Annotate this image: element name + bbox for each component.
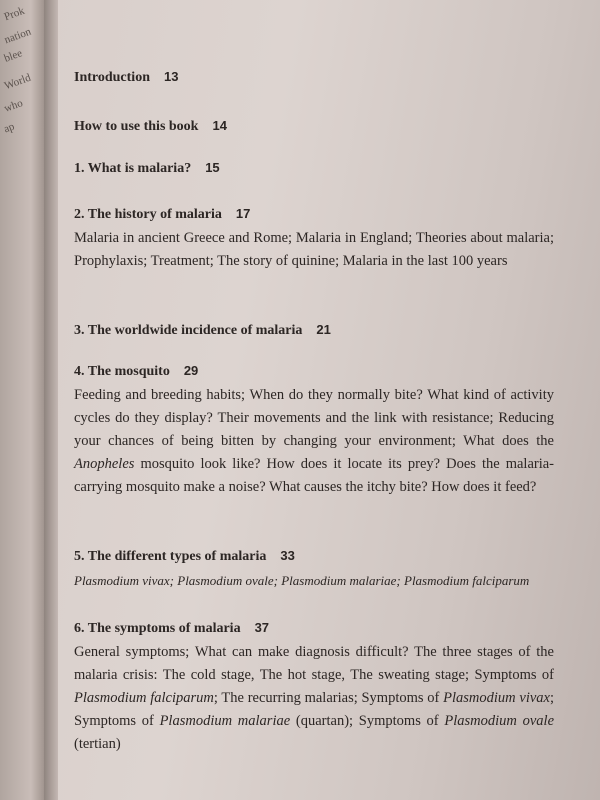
toc-title: 6. The symptoms of malaria [74,621,241,636]
toc-page-number: 33 [280,548,295,563]
desc-italic-genus: Anopheles [74,456,135,472]
toc-entry-symptoms [74,619,554,756]
desc-text: mosquito look like? How does it locate its prey? Does the malaria-carrying mosquito make a noise? What causes the itchy bite? How does it feed? [74,456,554,495]
prev-page-fragment: who [2,97,25,115]
desc-text: (quartan); Symptoms of [290,713,445,729]
toc-description [74,641,554,756]
toc-title: 1. What is malaria? [74,161,192,176]
prev-page-fragment: nation [2,25,33,47]
toc-page-number: 13 [163,69,179,84]
toc-title: 3. The worldwide incidence of malaria [74,323,303,338]
toc-page-number: 21 [316,322,331,337]
toc-title: How to use this book [74,119,199,134]
prev-page-fragment: Prok [2,4,27,24]
desc-italic-species: Plasmodium vivax [443,690,550,706]
toc-title: 4. The mosquito [74,364,170,379]
toc-entry-mosquito [74,362,554,499]
desc-text: ; Symptoms of [74,690,554,729]
toc-page-number: 15 [205,160,220,175]
toc-title: 5. The different types of malaria [74,549,267,564]
desc-text: (tertian) [74,736,121,752]
contents-page [58,0,600,800]
toc-description: Plasmodium vivax; Plasmodium ovale; Plasmodium malariae; Plasmodium falciparum [74,573,530,588]
toc-entry-what-is-malaria [74,159,554,177]
prev-page-fragment: blee [2,47,24,65]
toc-title: 2. The history of malaria [74,207,222,222]
toc-entry-introduction [74,68,554,86]
toc-page-number: 37 [254,620,270,635]
toc-entry-history [74,205,554,273]
toc-page-number: 17 [235,206,251,221]
toc-entry-types-of-malaria [74,547,554,592]
toc-title: Introduction [74,70,150,85]
toc-entry-worldwide-incidence [74,321,554,339]
toc-page-number: 14 [212,118,227,133]
book-gutter [44,0,58,800]
desc-text: ; The recurring malarias; Symptoms of [213,690,444,706]
prev-page-fragment: World [2,71,33,93]
desc-text: Feeding and breeding habits; When do they normally bite? What kind of activity cycles do they display? Their movements and the link with resistance; Reducing your chances of being bitten by changing your environment; What does the [74,387,554,449]
desc-italic-species: Plasmodium malariae [159,713,291,729]
prev-page-fragment: ap [2,120,17,136]
toc-description [74,384,554,499]
desc-text: General symptoms; What can make diagnosis difficult? The three stages of the malaria crisis: The cold stage, The hot stage, The sweating stage; Symptoms of [74,644,554,683]
desc-italic-species: Plasmodium falciparum [74,690,214,706]
toc-description: Malaria in ancient Greece and Rome; Malaria in England; Theories about malaria; Prophylaxis; Treatment; The story of quinine; Malaria in the last 100 years [74,230,554,269]
toc-page-number: 29 [183,363,199,378]
previous-page-edge [0,0,44,800]
desc-italic-species: Plasmodium ovale [444,713,555,729]
toc-entry-how-to-use [74,117,554,135]
